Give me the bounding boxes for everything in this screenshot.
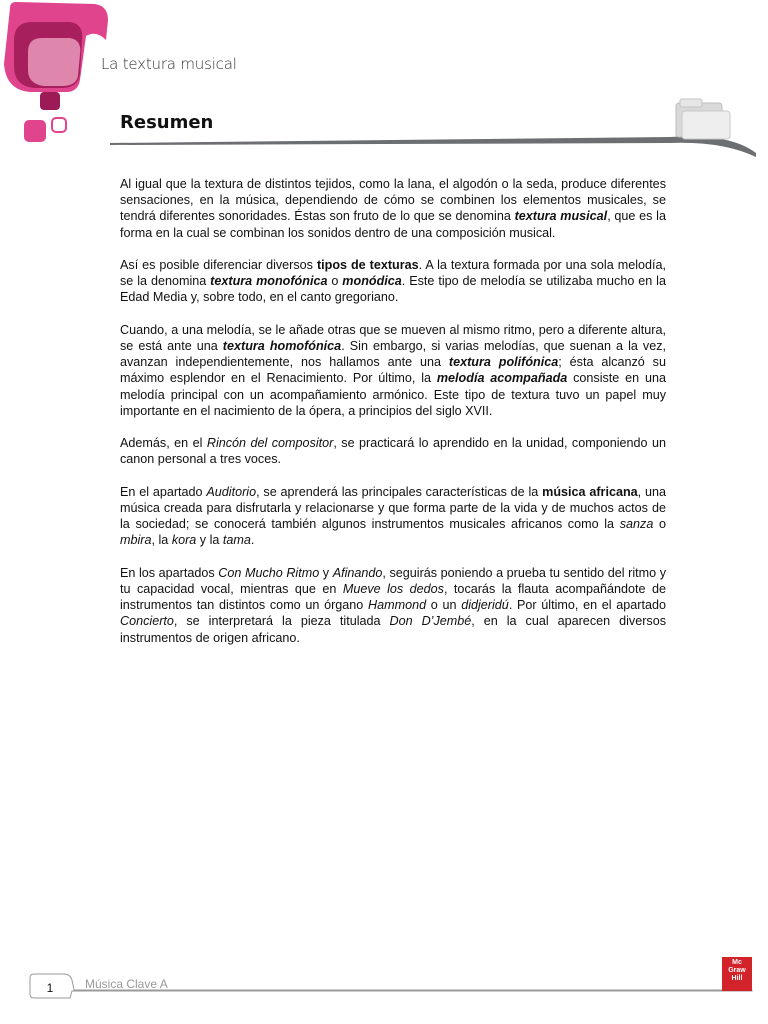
paragraph-3: Cuando, a una melodía, se le añade otras que se mueven al mismo ritmo, pero a diferente altura, se está ante una textura homofónica. Sin embargo, si varias melodías, que suenan a la vez, avanzan independientemente, nos hallamos ante una textura polifónica; ésta alcanzó su máximo esplendor en el Renacimiento. Por último, la melodía acompañada consiste en una melodía principal con un acompañamiento armónico. Este tipo de textura tuvo un papel muy importante en el nacimiento de la ópera, a principios del siglo XVII.: [120, 322, 667, 418]
term-monodica: monódica: [342, 274, 402, 289]
section-title: Resumen: [120, 112, 214, 133]
folder-icon: [676, 99, 730, 139]
paragraph-1: Al igual que la textura de distintos tejidos, como la lana, el algodón o la seda, produce diferentes sensaciones, en la música, dependiendo de cómo se combinen los elementos musicales, se tendrá diferentes sonoridades. Éstas son fruto de lo que se denomina textura musical, que es la forma en la cual se combinan los sonidos dentro de una composición musical.: [120, 177, 666, 240]
paragraph-6: En los apartados Con Mucho Ritmo y Afinando, seguirás poniendo a prueba tu sentido del ritmo y tu capacidad vocal, mientras que en Mueve los dedos, tocarás la flauta acompañándote de instrumentos tan distintos como un órgano Hammond o un didjeridú. Por último, en el apartado Concierto, se interpretará la pieza titulada Don D’Jembé, en la cual aparecen diversos instrumentos de origen africano.: [120, 565, 667, 645]
term-musica-africana: música africana: [542, 484, 638, 499]
paragraph-5: En el apartado Auditorio, se aprenderá las principales características de la música africana, una música creada para disfrutarla y relacionarse y que forma parte de la vida y de muchos actos de la sociedad; se conocerá también algunos instrumentos musicales africanos como la sanza o mbira, la kora y la tama.: [120, 484, 666, 548]
page-number: 1: [46, 981, 54, 995]
chapter-title: La textura musical: [101, 55, 237, 73]
book-title: Música Clave A: [85, 977, 168, 991]
paragraph-4: Además, en el Rincón del compositor, se practicará lo aprendido en la unidad, componiendo un canon personal a tres voces.: [120, 436, 666, 467]
summary-body: [120, 176, 666, 662]
paragraph-2: Así es posible diferenciar diversos tipos de texturas. A la textura formada por una sola melodía, se la denomina textura monofónica o monódica. Este tipo de melodía se utilizaba mucho en la Edad Media y, sobre todo, en el canto gregoriano.: [120, 258, 667, 305]
term-tipos-de-texturas: tipos de texturas: [316, 258, 419, 272]
term-textura-polifonica: textura polifónica: [448, 355, 559, 370]
corner-decoration: [0, 0, 120, 150]
term-textura-monofonica: textura monofónica: [210, 274, 328, 289]
term-melodia-acompanada: melodía acompañada: [436, 371, 568, 386]
term-textura-homofonica: textura homofónica: [222, 339, 342, 353]
term-textura-musical: textura musical: [514, 209, 608, 224]
publisher-logo: Mc Graw Hill: [722, 957, 752, 991]
